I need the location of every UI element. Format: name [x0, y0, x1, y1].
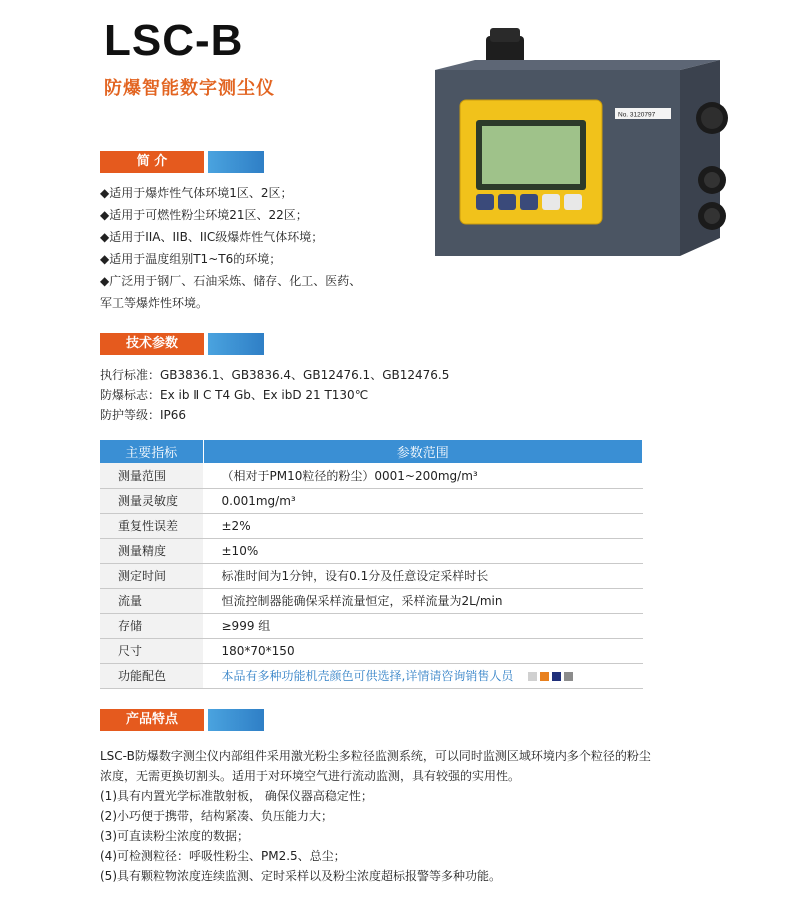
table-row — [100, 588, 643, 613]
tech-heading: 技术参数 — [100, 333, 204, 355]
tech-line: 防护等级：IP66 — [100, 408, 187, 422]
spec-header-key: 主要指标 — [100, 440, 203, 463]
features-body — [100, 746, 660, 886]
feature-item: (4)可检测粒径：呼吸性粉尘、PM2.5、总尘； — [100, 849, 346, 863]
table-row — [100, 463, 643, 488]
spec-value-color — [203, 663, 643, 688]
spec-value: 标准时间为1分钟，设有0.1分及任意设定采样时长 — [203, 563, 643, 588]
spec-value: （相对于PM10粒径的粉尘）0001~200mg/m³ — [203, 463, 643, 488]
features-paragraph: LSC-B防爆数字测尘仪内部组件采用激光粉尘多粒径监测系统，可以同时监测区域环境内多个粒径的粉尘浓度，无需更换切割头。适用于对环境空气进行流动监测，具有较强的实用性。 — [100, 749, 651, 783]
tech-lines — [100, 365, 449, 425]
intro-item: ◆广泛用于钢厂、石油采炼、储存、化工、医药、军工等爆炸性环境。 — [100, 274, 362, 310]
table-row — [100, 488, 643, 513]
spec-value: 180*70*150 — [203, 638, 643, 663]
table-row — [100, 513, 643, 538]
spec-key: 测量灵敏度 — [100, 488, 203, 513]
spec-value: 恒流控制器能确保采样流量恒定，采样流量为2L/min — [203, 588, 643, 613]
swatch — [540, 672, 549, 681]
feature-item: (5)具有颗粒物浓度连续监测、定时采样以及粉尘浓度超标报警等多种功能。 — [100, 869, 502, 883]
tech-line: 执行标准：GB3836.1、GB3836.4、GB12476.1、GB12476.5 — [100, 368, 450, 382]
table-row — [100, 538, 643, 563]
table-row — [100, 613, 643, 638]
product-subtitle: 防爆智能数字测尘仪 — [104, 78, 275, 99]
intro-item: ◆适用于可燃性粉尘环境21区、22区； — [100, 208, 308, 222]
features-header-bar — [208, 709, 264, 731]
feature-item: (3)可直读粉尘浓度的数据； — [100, 829, 249, 843]
spec-key: 测定时间 — [100, 563, 203, 588]
serial-label: No. 3120797 — [618, 111, 656, 119]
features-heading: 产品特点 — [100, 709, 204, 731]
model-title: LSC-B — [104, 16, 244, 65]
spec-key: 测量精度 — [100, 538, 203, 563]
tech-header-bar — [208, 333, 264, 355]
spec-header-value: 参数范围 — [203, 440, 643, 463]
spec-value: ±10% — [203, 538, 643, 563]
table-row — [100, 563, 643, 588]
spec-value: ≥999 组 — [203, 613, 643, 638]
intro-heading: 简 介 — [100, 151, 204, 173]
spec-table — [100, 440, 643, 689]
swatch — [564, 672, 573, 681]
device-illustration — [430, 28, 740, 260]
spec-key: 重复性误差 — [100, 513, 203, 538]
swatch — [552, 672, 561, 681]
color-swatches — [525, 669, 573, 683]
spec-value: 0.001mg/m³ — [203, 488, 643, 513]
spec-key: 尺寸 — [100, 638, 203, 663]
spec-key: 测量范围 — [100, 463, 203, 488]
spec-value: ±2% — [203, 513, 643, 538]
table-row — [100, 663, 643, 688]
spec-key: 存储 — [100, 613, 203, 638]
feature-item: (1)具有内置光学标准散射板， 确保仪器高稳定性； — [100, 789, 373, 803]
swatch — [528, 672, 537, 681]
feature-item: (2)小巧便于携带，结构紧凑、负压能力大； — [100, 809, 333, 823]
intro-item: ◆适用于温度组别T1~T6的环境； — [100, 252, 282, 266]
spec-key: 流量 — [100, 588, 203, 613]
intro-item: ◆适用于爆炸性气体环境1区、2区； — [100, 186, 293, 200]
tech-line: 防爆标志：Ex ib Ⅱ C T4 Gb、Ex ibD 21 T130℃ — [100, 388, 369, 402]
color-note: 本品有多种功能机壳颜色可供选择,详情请咨询销售人员 — [221, 669, 514, 683]
intro-list — [100, 182, 400, 314]
intro-item: ◆适用于IIA、IIB、IIC级爆炸性气体环境； — [100, 230, 324, 244]
table-row — [100, 638, 643, 663]
spec-key: 功能配色 — [100, 663, 203, 688]
intro-header-bar — [208, 151, 264, 173]
